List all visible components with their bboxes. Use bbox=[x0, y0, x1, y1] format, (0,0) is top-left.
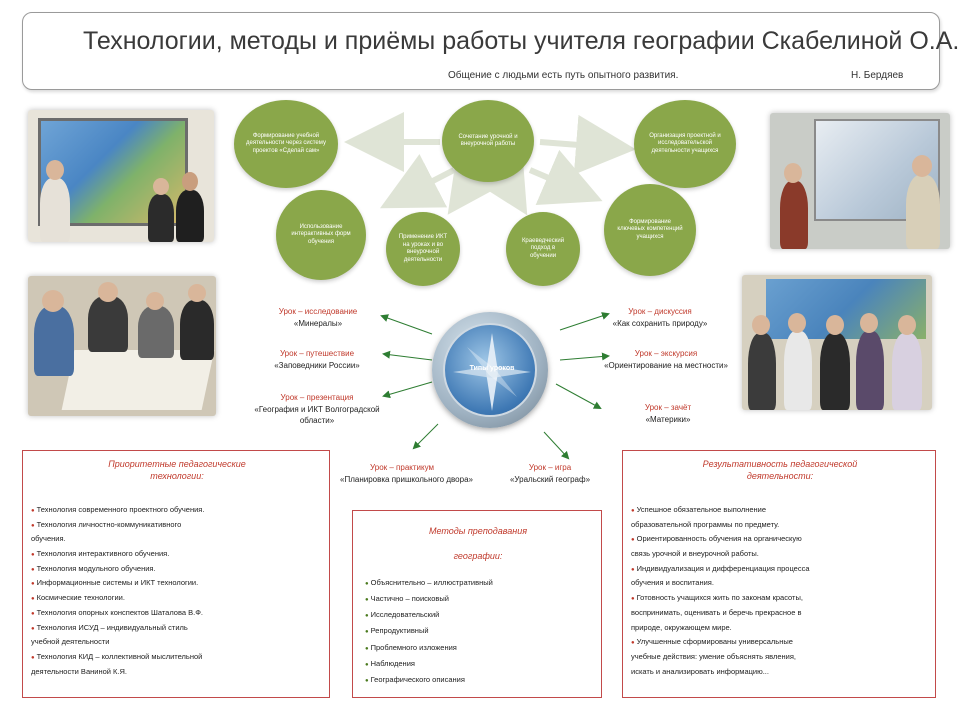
list-item: учебные действия: умение объяснять явления, bbox=[631, 651, 796, 661]
panel-results bbox=[622, 450, 936, 698]
list-item: ● Географического описания bbox=[365, 672, 493, 688]
circle-mid-left: Использование интерактивных форм обучения bbox=[276, 190, 366, 280]
methods-list bbox=[365, 575, 493, 688]
panel-title-line: Приоритетные педагогические bbox=[108, 459, 246, 469]
list-item: ● Технология опорных конспектов Шаталова В.Ф. bbox=[31, 606, 204, 621]
compass-face bbox=[443, 323, 537, 417]
list-item: ● Репродуктивный bbox=[365, 623, 493, 639]
results-list bbox=[631, 503, 810, 679]
lesson-name: «Материки» bbox=[645, 414, 691, 424]
lesson-excursion bbox=[598, 348, 734, 371]
list-item: ● Космические технологии. bbox=[31, 591, 204, 606]
list-item: ● Готовность учащихся жить по законам красоты, bbox=[631, 591, 810, 606]
list-item: ● Успешное обязательное выполнение bbox=[631, 503, 810, 518]
circle-top-left: Формирование учебной деятельности через систему проектов «Сделай сам» bbox=[234, 100, 338, 188]
panel-methods bbox=[352, 510, 602, 698]
list-item: обучения и воспитания. bbox=[631, 578, 714, 588]
lesson-name: «Как сохранить природу» bbox=[612, 318, 708, 328]
list-item: ● Проблемного изложения bbox=[365, 640, 493, 656]
lesson-type: Урок – практикум bbox=[370, 463, 434, 472]
panel-technologies bbox=[22, 450, 330, 698]
lesson-name: «География и ИКТ Волгоградской области» bbox=[254, 404, 380, 426]
lesson-name: «Заповедники России» bbox=[274, 360, 360, 370]
lesson-name: «Минералы» bbox=[293, 318, 343, 328]
lesson-type: Урок – зачёт bbox=[644, 403, 692, 412]
panel-title bbox=[623, 459, 937, 482]
lesson-travel bbox=[250, 348, 384, 371]
list-item: ● Технология ИСУД – индивидуальный стиль bbox=[31, 621, 204, 636]
lesson-research bbox=[252, 306, 384, 329]
list-item: искать и анализировать информацию... bbox=[631, 666, 769, 676]
list-item: ● Ориентированность обучения на органическую bbox=[631, 532, 810, 547]
list-item: ● Технология модульного обучения. bbox=[31, 562, 204, 577]
list-item: ● Объяснительно – иллюстративный bbox=[365, 575, 493, 591]
lesson-test bbox=[610, 402, 726, 425]
list-item: природе, окружающем мире. bbox=[631, 622, 732, 632]
lesson-type: Урок – путешествие bbox=[279, 349, 355, 358]
circle-mid-center-left: Применение ИКТ на уроках и во внеурочной деятельности bbox=[386, 212, 460, 286]
panel-title-line: Методы преподавания bbox=[428, 526, 528, 536]
panel-title bbox=[353, 519, 603, 569]
circle-top-center: Сочетание урочной и внеурочной работы bbox=[442, 100, 534, 182]
list-item: ● Улучшенные сформированы универсальные bbox=[631, 635, 810, 650]
panel-title-line: Результативность педагогической bbox=[702, 459, 858, 469]
list-item: обучения. bbox=[31, 534, 66, 544]
panel-title-line: географии: bbox=[453, 551, 503, 562]
list-item: ● Технология интерактивного обучения. bbox=[31, 547, 204, 562]
circle-mid-center-right: Краеведческий подход в обучении bbox=[506, 212, 580, 286]
technology-list bbox=[31, 503, 204, 679]
epigraph: Общение с людьми есть путь опытного развития. bbox=[448, 70, 679, 81]
lesson-discussion bbox=[592, 306, 728, 329]
lesson-presentation bbox=[250, 392, 384, 427]
compass-icon bbox=[432, 312, 548, 428]
lesson-game bbox=[490, 462, 610, 485]
panel-title-line: технологии: bbox=[150, 470, 204, 481]
lesson-type: Урок – экскурсия bbox=[634, 349, 698, 358]
compass-label: Типы уроков bbox=[469, 365, 515, 372]
list-item: ● Технология современного проектного обучения. bbox=[31, 503, 204, 518]
page-title: Технологии, методы и приёмы работы учителя географии Скабелиной О.А. bbox=[83, 27, 960, 55]
list-item: ● Исследовательский bbox=[365, 607, 493, 623]
circle-mid-right: Формирование ключевых компетенций учащихся bbox=[604, 184, 696, 276]
lesson-name: «Уральский географ» bbox=[509, 474, 591, 484]
panel-title-line: деятельности: bbox=[746, 470, 814, 481]
list-item: ● Частично – поисковый bbox=[365, 591, 493, 607]
list-item: учебной деятельности bbox=[31, 637, 110, 647]
circle-top-right: Организация проектной и исследовательской деятельности учащихся bbox=[634, 100, 736, 188]
list-item: ● Технология КИД – коллективной мыслительной bbox=[31, 650, 204, 665]
lesson-name: «Планировка пришкольного двора» bbox=[340, 474, 473, 484]
list-item: образовательной программы по предмету. bbox=[631, 519, 780, 529]
list-item: воспринимать, оценивать и беречь прекрасное в bbox=[631, 607, 802, 617]
list-item: ● Технология личностно-коммуникативного bbox=[31, 518, 204, 533]
list-item: деятельности Ваниной К.Я. bbox=[31, 666, 127, 676]
lesson-type: Урок – презентация bbox=[280, 393, 354, 402]
list-item: ● Информационные системы и ИКТ технологии. bbox=[31, 576, 204, 591]
list-item: ● Индивидуализация и дифференциация процесса bbox=[631, 562, 810, 577]
lesson-type: Урок – дискуссия bbox=[628, 307, 692, 316]
list-item: ● Наблюдения bbox=[365, 656, 493, 672]
lesson-name: «Ориентирование на местности» bbox=[604, 360, 728, 370]
panel-title bbox=[23, 459, 331, 482]
lesson-workshop bbox=[340, 462, 473, 485]
lesson-type: Урок – исследование bbox=[278, 307, 358, 316]
lesson-type: Урок – игра bbox=[528, 463, 572, 472]
epigraph-author: Н. Бердяев bbox=[851, 70, 904, 81]
list-item: связь урочной и внеурочной работы. bbox=[631, 549, 759, 559]
